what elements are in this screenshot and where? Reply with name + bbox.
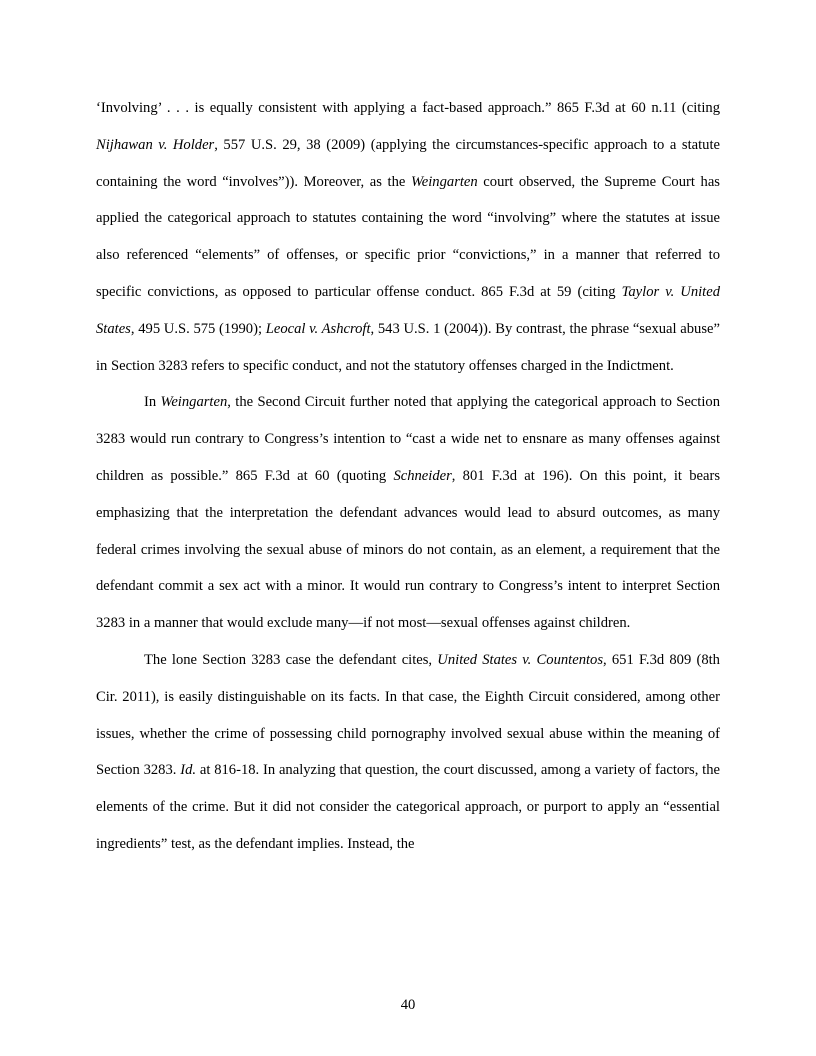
case-citation: Nijhawan v. Holder [96, 136, 215, 153]
case-citation: Schneider [393, 467, 452, 484]
text-run: at 816-18. In analyzing that question, the court discussed, among a variety of factors, the elements of the crime. But it did not consider the categorical approach, or purport to apply an “essential ingredients” test, as the defendant implies. Instead, the [96, 762, 720, 852]
text-run: , 543 U.S. 1 (2004)). By contrast, the phrase “sexual abuse” in Section 3283 refers to specific conduct, and not the statutory offenses charged in the Indictment. [96, 320, 720, 374]
text-run: , 651 F.3d 809 (8th Cir. 2011), is easily distinguishable on its facts. In that case, the Eighth Circuit considered, among other issues, whether the crime of possessing child pornography involved sexual abuse within the meaning of Section 3283. [96, 651, 720, 779]
text-run: court observed, the Supreme Court has applied the categorical approach to statutes containing the word “involving” where the statutes at issue also referenced “elements” of offenses, or specific prior “convictions,” in a manner that referred to specific convictions, as opposed to particular offense conduct. 865 F.3d at 59 (citing [96, 173, 720, 300]
case-citation: Taylor v. United States [96, 283, 720, 337]
id-citation: Id. [180, 762, 197, 779]
text-run: The lone Section 3283 case the defendant cites, [144, 651, 438, 668]
text-run: In [144, 394, 161, 411]
paragraph [96, 642, 720, 863]
document-body [96, 90, 720, 863]
text-run: , 495 U.S. 575 (1990); [130, 320, 266, 337]
case-citation: Leocal v. Ashcroft [265, 320, 371, 337]
paragraph [96, 90, 720, 384]
case-citation: Weingarten [410, 173, 478, 190]
case-citation: Weingarten [160, 394, 228, 411]
case-citation: United States v. Countentos [437, 651, 604, 668]
text-run: , 557 U.S. 29, 38 (2009) (applying the circumstances-specific approach to a statute containing the word “involves”)). Moreover, as the [96, 136, 720, 190]
text-run: , 801 F.3d at 196). On this point, it bears emphasizing that the interpretation the defendant advances would lead to absurd outcomes, as many federal crimes involving the sexual abuse of minors do not contain, as an element, a requirement that the defendant commit a sex act with a minor. It would run contrary to Congress’s intent to interpret Section 3283 in a manner that would exclude many—if not most—sexual offenses against children. [96, 467, 720, 632]
text-run: , the Second Circuit further noted that applying the categorical approach to Section 3283 would run contrary to Congress’s intention to “cast a wide net to ensnare as many offenses against children as possible.” 865 F.3d at 60 (quoting [96, 394, 720, 484]
page-number: 40 [400, 997, 416, 1013]
paragraph [96, 384, 720, 642]
text-run: ‘Involving’ . . . is equally consistent with applying a fact-based approach.” 865 F.3d at 60 n.11 (citing [96, 100, 720, 116]
